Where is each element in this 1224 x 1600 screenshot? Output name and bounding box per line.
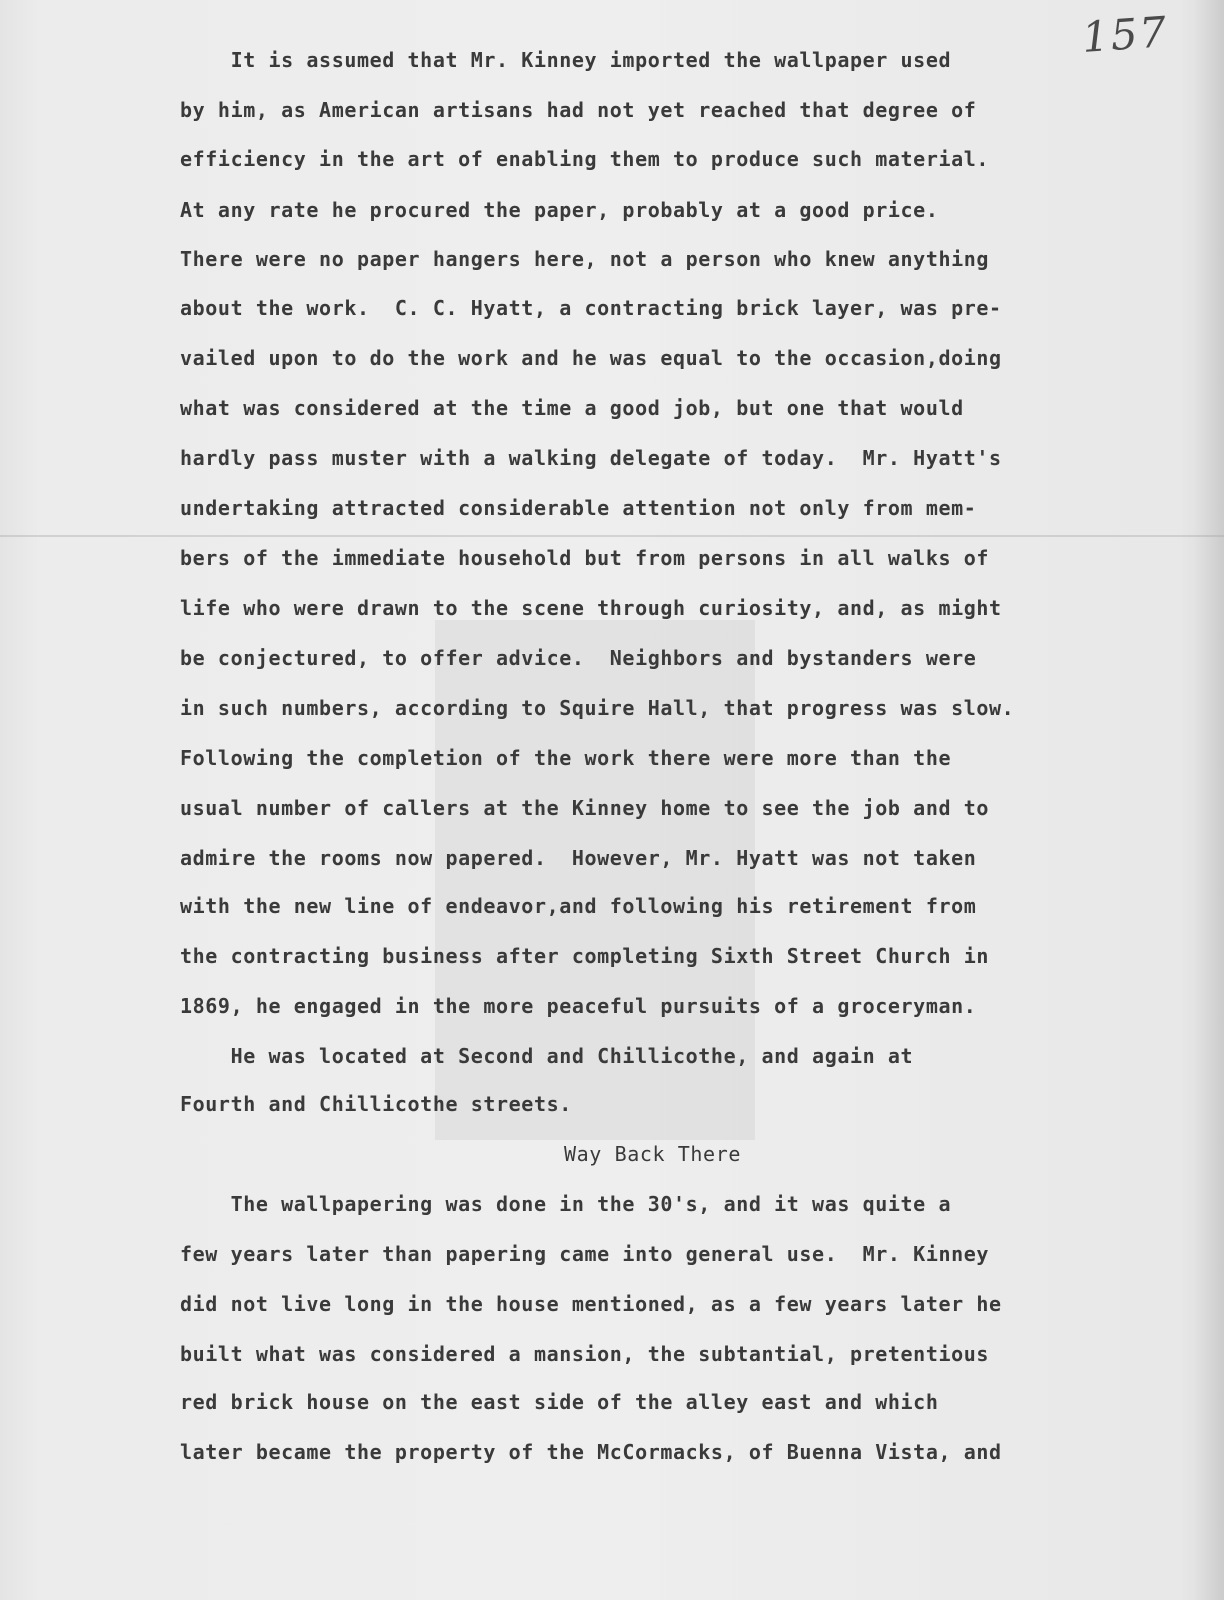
- body-line: usual number of callers at the Kinney home to see the job and to: [180, 796, 990, 820]
- body-line: with the new line of endeavor,and following his retirement from: [180, 894, 977, 918]
- body-line: about the work. C. C. Hyatt, a contracting brick layer, was pre-: [180, 296, 1002, 320]
- body-line: admire the rooms now papered. However, Mr. Hyatt was not taken: [180, 846, 977, 870]
- body-line: few years later than papering came into general use. Mr. Kinney: [180, 1242, 990, 1266]
- body-line: vailed upon to do the work and he was equal to the occasion,doing: [180, 346, 1002, 370]
- body-line: bers of the immediate household but from persons in all walks of: [180, 546, 990, 570]
- section-heading: Way Back There: [564, 1142, 741, 1166]
- body-line: life who were drawn to the scene through curiosity, and, as might: [180, 596, 1002, 620]
- body-line: Fourth and Chillicothe streets.: [180, 1092, 572, 1116]
- body-line: red brick house on the east side of the alley east and which: [180, 1390, 939, 1414]
- body-line: by him, as American artisans had not yet reached that degree of: [180, 98, 977, 122]
- body-line: He was located at Second and Chillicothe, and again at: [180, 1044, 914, 1068]
- body-line: the contracting business after completing Sixth Street Church in: [180, 944, 990, 968]
- body-line: efficiency in the art of enabling them to produce such material.: [180, 147, 990, 171]
- page-edge-shadow: [1194, 0, 1224, 1600]
- paper-fold-line: [0, 535, 1224, 537]
- handwritten-page-number: 157: [1080, 7, 1170, 62]
- body-line: in such numbers, according to Squire Hall, that progress was slow.: [180, 696, 1015, 720]
- body-line: Following the completion of the work there were more than the: [180, 746, 952, 770]
- body-line: At any rate he procured the paper, probably at a good price.: [180, 198, 939, 222]
- body-line: what was considered at the time a good job, but one that would: [180, 396, 964, 420]
- body-line: did not live long in the house mentioned, as a few years later he: [180, 1292, 1002, 1316]
- body-line: The wallpapering was done in the 30's, and it was quite a: [180, 1192, 952, 1216]
- body-line: It is assumed that Mr. Kinney imported the wallpaper used: [180, 48, 952, 72]
- body-line: later became the property of the McCormacks, of Buenna Vista, and: [180, 1440, 1002, 1464]
- body-line: 1869, he engaged in the more peaceful pursuits of a groceryman.: [180, 994, 977, 1018]
- body-line: be conjectured, to offer advice. Neighbors and bystanders were: [180, 646, 977, 670]
- body-line: built what was considered a mansion, the subtantial, pretentious: [180, 1342, 990, 1366]
- body-line: undertaking attracted considerable attention not only from mem-: [180, 496, 977, 520]
- body-line: There were no paper hangers here, not a person who knew anything: [180, 247, 990, 271]
- body-line: hardly pass muster with a walking delegate of today. Mr. Hyatt's: [180, 446, 1002, 470]
